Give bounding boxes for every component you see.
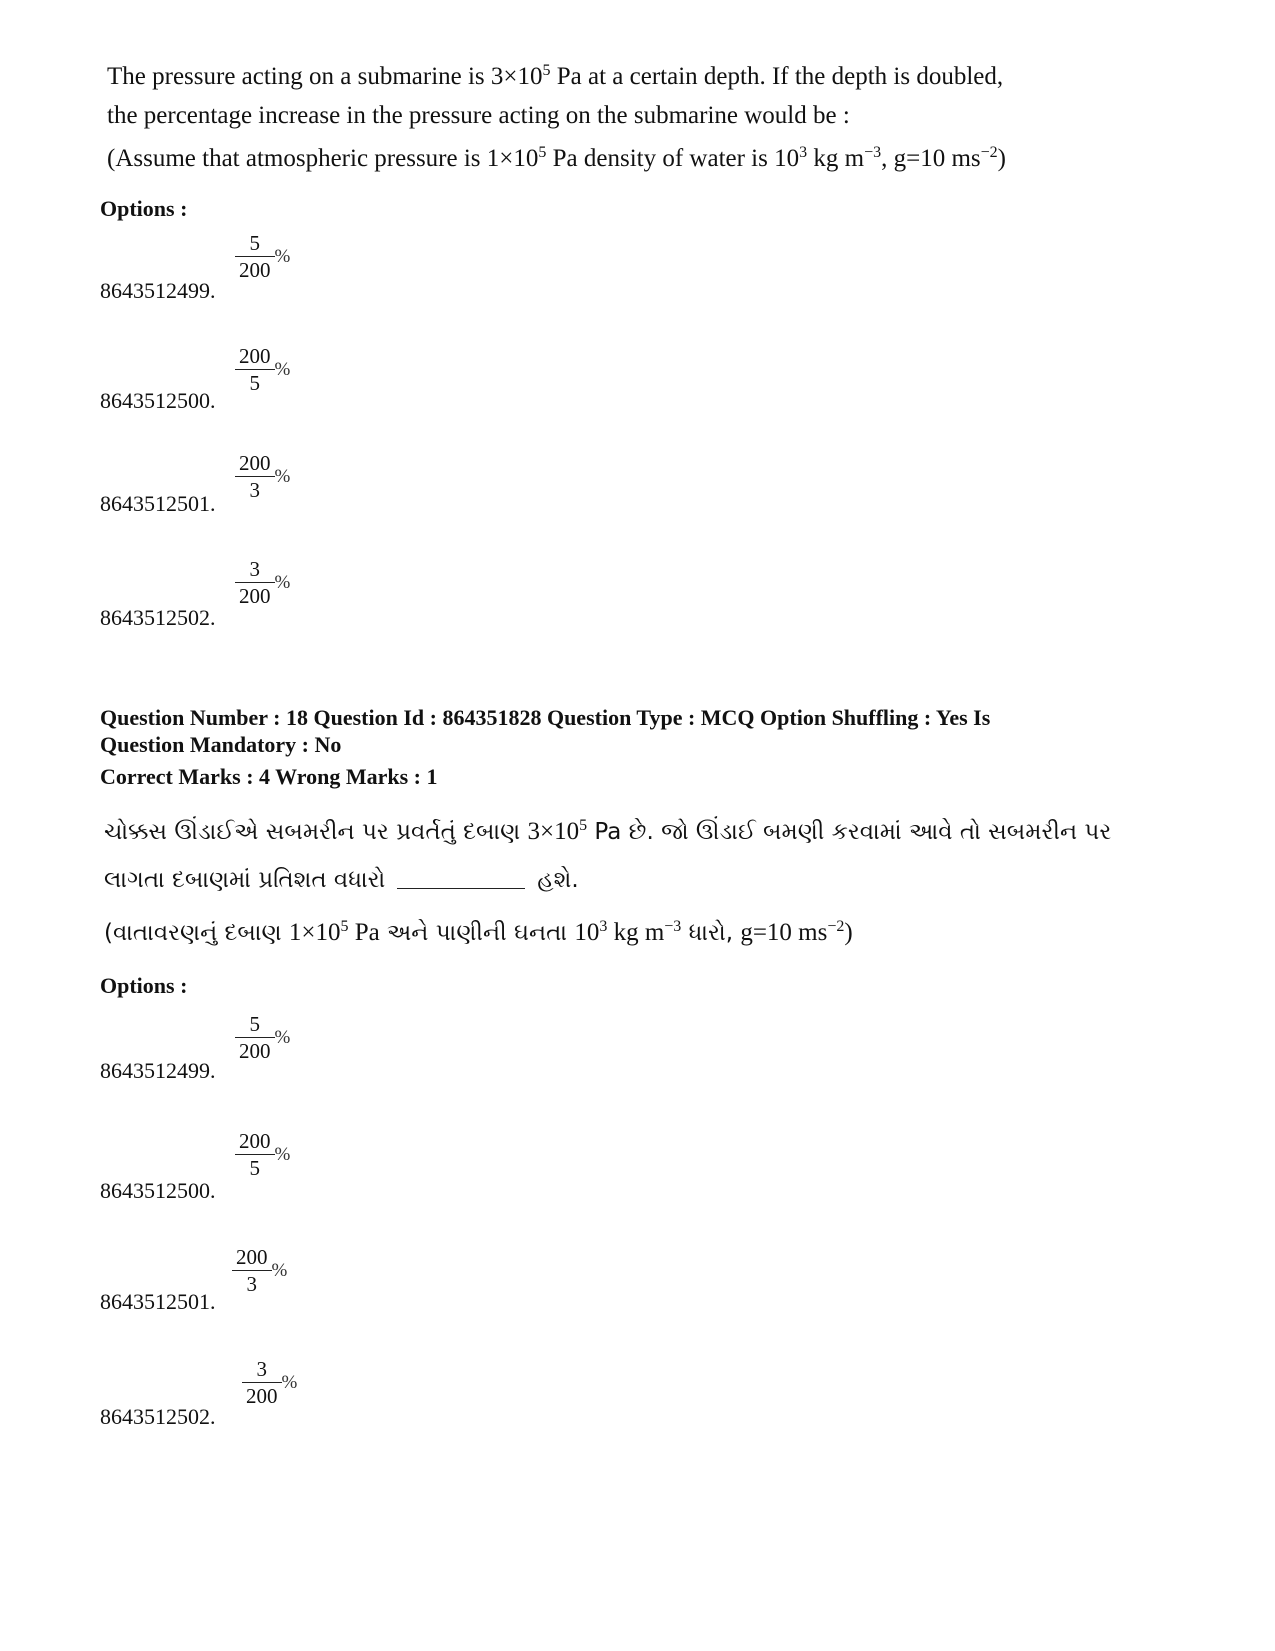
q18-option-1-id[interactable]: 8643512499. <box>100 1058 216 1083</box>
numerator: 5 <box>235 230 275 257</box>
percent-sign: % <box>274 465 291 487</box>
percent-sign: % <box>274 245 291 267</box>
q18-option-2-fraction <box>235 1128 290 1181</box>
numerator: 3 <box>242 1356 282 1383</box>
q17-option-4-fraction <box>235 556 290 609</box>
denominator: 5 <box>249 1156 260 1180</box>
numerator: 5 <box>235 1011 275 1038</box>
q17-line-2: the percentage increase in the pressure acting on the submarine would be : <box>107 102 850 129</box>
q18-options-label: Options : <box>100 973 188 998</box>
q18-meta-line-1: Question Number : 18 Question Id : 864351828 Question Type : MCQ Option Shuffling : Yes Is <box>100 705 991 730</box>
q17-option-1-id[interactable]: 8643512499. <box>100 278 216 303</box>
q18-option-1-fraction <box>235 1011 290 1064</box>
denominator: 3 <box>249 478 260 502</box>
q18-guj-line-3: (વાતાવરણનું દબાણ $1\times 10^5$ Pa અને પાણીની ઘનતા $10^3$ kg $m^{-3}$ ધારો, g=10 $ms^{-2}$) <box>104 918 853 946</box>
q18-meta-line-2: Question Mandatory : No <box>100 732 342 757</box>
denominator: 200 <box>239 584 271 608</box>
q18-option-4-fraction <box>242 1356 297 1409</box>
q18-option-3-fraction <box>232 1244 287 1297</box>
q17-option-3-id[interactable]: 8643512501. <box>100 491 216 516</box>
denominator: 200 <box>239 1039 271 1063</box>
q17-options-label: Options : <box>100 196 188 221</box>
numerator: 200 <box>235 343 275 370</box>
q18-option-2-id[interactable]: 8643512500. <box>100 1178 216 1203</box>
percent-sign: % <box>274 571 291 593</box>
percent-sign: % <box>274 358 291 380</box>
answer-blank <box>397 868 525 889</box>
percent-sign: % <box>271 1259 288 1281</box>
q18-option-4-id[interactable]: 8643512502. <box>100 1404 216 1429</box>
q17-option-1-fraction <box>235 230 290 283</box>
q17-line-3: (Assume that atmospheric pressure is $1\times 10^5$ Pa density of water is $10^3$ kg $m^{-3}$, g=10 $ms^{-2}$) <box>107 144 1006 172</box>
q18-guj-line-1: ચોક્કસ ઊંડાઈએ સબમરીન પર પ્રવર્તતું દબાણ $3\times 10^5$ Pa છે. જો ઊંડાઈ બમણી કરવામાં આવે તો સબમરીન પર <box>104 817 1112 845</box>
percent-sign: % <box>274 1026 291 1048</box>
q18-option-3-id[interactable]: 8643512501. <box>100 1289 216 1314</box>
q17-option-2-id[interactable]: 8643512500. <box>100 388 216 413</box>
q18-guj-line-2: લાગતા દબાણમાં પ્રતિશત વધારો હશે. <box>104 867 579 893</box>
q17-option-3-fraction <box>235 450 290 503</box>
q18-marks-line: Correct Marks : 4 Wrong Marks : 1 <box>100 764 438 789</box>
numerator: 200 <box>235 1128 275 1155</box>
q17-question-text <box>107 57 1006 178</box>
percent-sign: % <box>281 1371 298 1393</box>
denominator: 5 <box>249 371 260 395</box>
percent-sign: % <box>274 1143 291 1165</box>
numerator: 3 <box>235 556 275 583</box>
q17-line-1: The pressure acting on a submarine is $3\times 10^5$ Pa at a certain depth. If the depth is doubled, <box>107 62 1004 90</box>
q17-option-2-fraction <box>235 343 290 396</box>
numerator: 200 <box>235 450 275 477</box>
denominator: 3 <box>246 1272 257 1296</box>
numerator: 200 <box>232 1244 272 1271</box>
q17-option-4-id[interactable]: 8643512502. <box>100 605 216 630</box>
denominator: 200 <box>246 1384 278 1408</box>
denominator: 200 <box>239 258 271 282</box>
